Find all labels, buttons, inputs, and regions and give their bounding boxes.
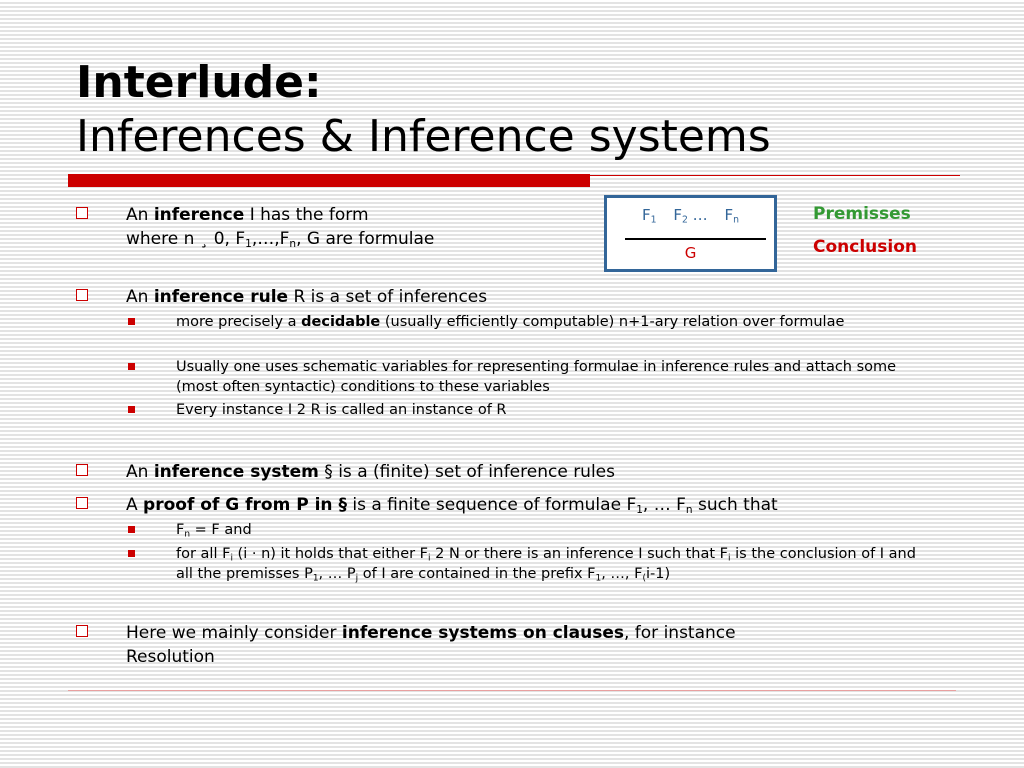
- bullet-marker-hollow: [76, 464, 88, 476]
- slide-title: [76, 56, 976, 164]
- sub-bullet-marker: [128, 526, 135, 533]
- inference-premisses: [607, 206, 774, 224]
- inference-conclusion: G: [684, 244, 697, 262]
- bullet-inference-where: where n ¸ 0, $F_1,\dots,F_n$, G are formulae: [126, 229, 435, 250]
- sub-bullet-schematic: Usually one uses schematic variables for representing formulae in inference rules and attach some (most often syntactic) conditions to these variables: [176, 359, 897, 395]
- title-accent-bar: [68, 174, 590, 187]
- bullet-marker-hollow: [76, 625, 88, 637]
- footer-divider: [68, 690, 956, 691]
- sub-bullet-for-all-fi: for all $F_i$ (i · n) it holds that either $F_i$ 2 N or there is an inference I such that $F_i$ is the conclusion of I and all the premisses $P_1$, … $P_j$ of I are contained in the prefix $F_1$, …, $F_(i-1$): [176, 546, 916, 584]
- premisses-label: Premisses: [813, 204, 911, 224]
- bullet-inference-system: An inference system § is a (finite) set of inference rules: [126, 462, 615, 482]
- title-underline: [590, 175, 960, 176]
- bullet-clauses-resolution: Resolution: [126, 647, 215, 667]
- premise-f2: $F_2$ …: [673, 206, 708, 226]
- bullet-proof: A proof of G from P in § is a finite sequence of formulae $F_1$, … $F_n$ such that: [126, 495, 778, 516]
- sub-bullet-marker: [128, 363, 135, 370]
- bullet-inference: An inference I has the form: [126, 205, 369, 225]
- sub-bullet-instance: Every instance I 2 R is called an instance of R: [176, 402, 507, 418]
- bullet-clauses: Here we mainly consider inference systems on clauses, for instance: [126, 623, 736, 643]
- premise-f1: $F_1$: [641, 206, 657, 226]
- title-subtitle: Inferences & Inference systems: [76, 111, 771, 162]
- title-interlude: Interlude:: [76, 57, 322, 108]
- sub-bullet-fn-equals-f: $F_n = F$ and: [176, 522, 252, 540]
- inference-box: [604, 195, 777, 272]
- conclusion-label: Conclusion: [813, 237, 917, 257]
- sub-bullet-marker: [128, 318, 135, 325]
- sub-bullet-decidable: more precisely a decidable (usually efficiently computable) n+1-ary relation over formulae: [176, 314, 845, 330]
- bullet-marker-hollow: [76, 497, 88, 509]
- sub-bullet-marker: [128, 406, 135, 413]
- bullet-marker-hollow: [76, 289, 88, 301]
- bullet-inference-rule: An inference rule R is a set of inferences: [126, 287, 488, 307]
- premise-fn: $F_n$: [724, 206, 739, 226]
- sub-bullet-marker: [128, 550, 135, 557]
- inference-rule-line: [625, 238, 766, 240]
- bullet-marker-hollow: [76, 207, 88, 219]
